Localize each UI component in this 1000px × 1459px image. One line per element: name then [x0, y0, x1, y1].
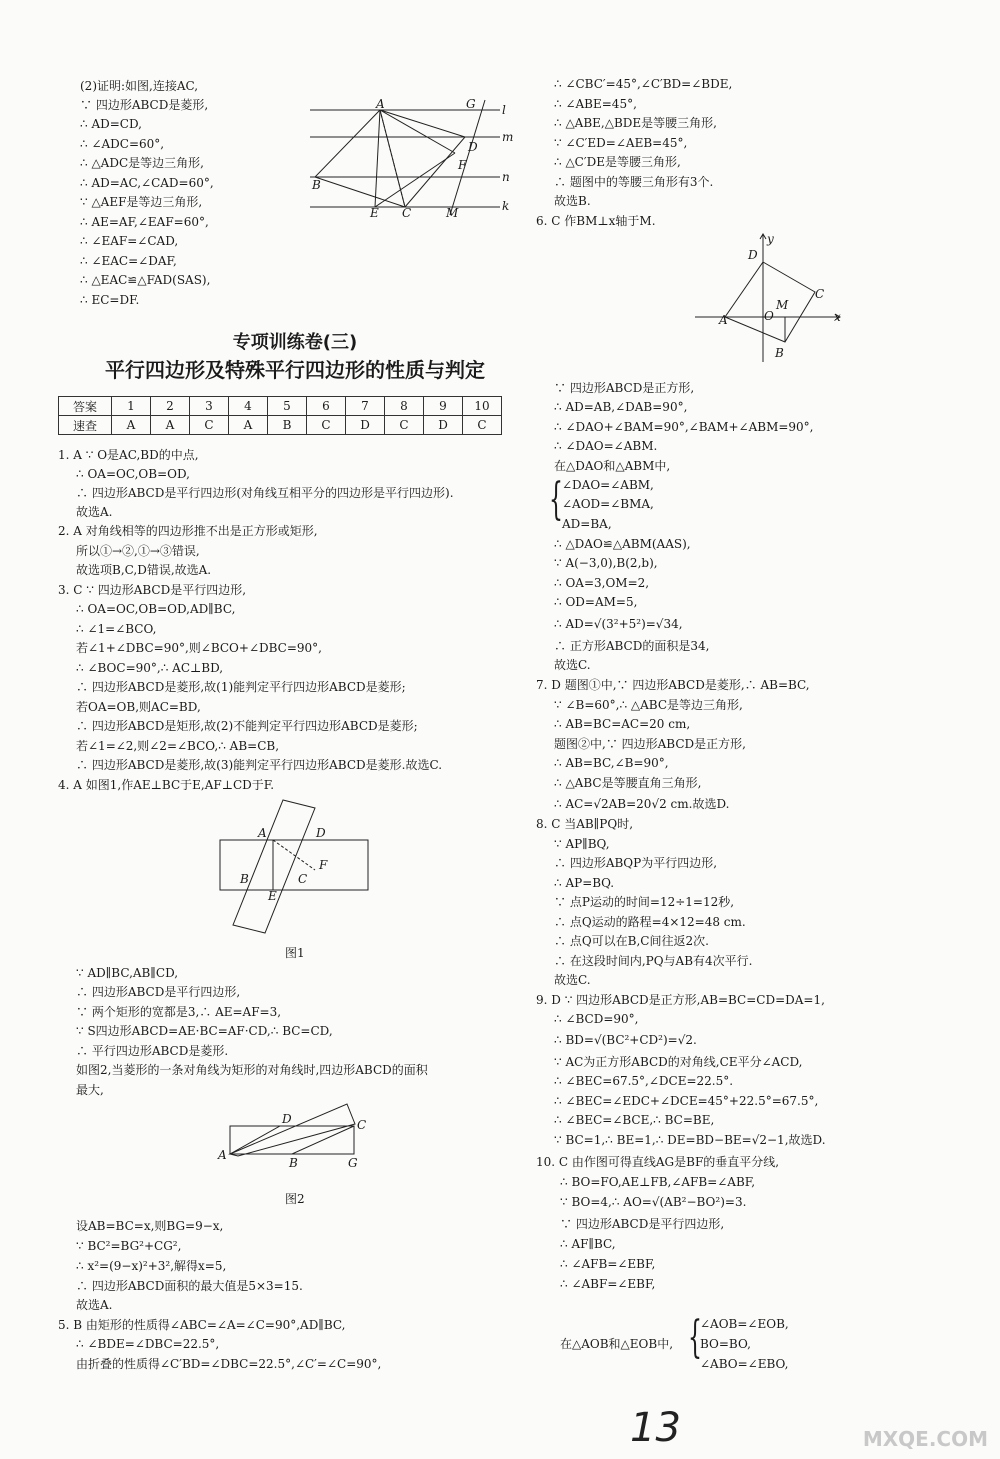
- solution-line: ∵ S四边形ABCD=AE·BC=AF·CD,∴ BC=CD,: [76, 1024, 333, 1038]
- section-title: 专项训练卷(三): [232, 332, 358, 353]
- proof-line: ∵ 四边形ABCD是菱形,: [80, 98, 209, 112]
- table-cell: C: [385, 416, 424, 435]
- solution-line: ∵ BC=1,∴ BE=1,∴ DE=BD−BE=√2−1,故选D.: [554, 1133, 826, 1147]
- proof-line: ∴ ∠EAC=∠DAF,: [80, 254, 177, 268]
- solution-line: 7. D 题图①中,∵ 四边形ABCD是菱形,∴ AB=BC,: [536, 678, 810, 692]
- point-label: A: [719, 313, 728, 327]
- solution-line: ∴ OD=AM=5,: [554, 595, 638, 609]
- solution-line: ∴ OA=OC,OB=OD,AD∥BC,: [76, 602, 236, 616]
- solution-line: ∴ 四边形ABCD是平行四边形(对角线互相平分的四边形是平行四边形).: [76, 486, 454, 500]
- figure-1: [215, 798, 375, 938]
- solution-line: ∵ AC为正方形ABCD的对角线,CE平分∠ACD,: [554, 1055, 803, 1069]
- point-label: A: [218, 1148, 227, 1162]
- solution-line: ∴ ∠ABE=45°,: [554, 97, 637, 111]
- solution-line: ∴ ∠BEC=67.5°,∠DCE=22.5°.: [554, 1074, 734, 1088]
- solution-line: ∵ AP∥BQ,: [554, 837, 610, 851]
- solution-line: ∴ ∠1=∠BCO,: [76, 622, 157, 636]
- brace: {: [549, 474, 563, 525]
- table-cell: 9: [424, 397, 463, 416]
- line-label: l: [502, 103, 506, 117]
- table-cell: A: [229, 416, 268, 435]
- figure-caption: 图2: [285, 1192, 305, 1206]
- solution-line: ∵ A(−3,0),B(2,b),: [554, 556, 658, 570]
- solution-line: ∴ ∠BOC=90°,∴ AC⊥BD,: [76, 661, 224, 675]
- solution-line: ∴ ∠DAO=∠ABM.: [554, 439, 658, 453]
- table-cell: D: [346, 416, 385, 435]
- proof-line: ∴ AE=AF,∠EAF=60°,: [80, 215, 209, 229]
- solution-line: ∴ 四边形ABCD是菱形,故(3)能判定平行四边形ABCD是菱形.故选C.: [76, 758, 443, 772]
- solution-line: ∵ 点P运动的时间=12÷1=12秒,: [554, 895, 735, 909]
- solution-line: 故选C.: [554, 973, 591, 987]
- point-label: D: [748, 248, 758, 262]
- point-label: E: [268, 889, 277, 903]
- solution-line: 8. C 当AB∥PQ时,: [536, 817, 634, 831]
- solution-line: 4. A 如图1,作AE⊥BC于E,AF⊥CD于F.: [58, 778, 275, 792]
- solution-line: ∠ABO=∠EBO,: [700, 1357, 789, 1371]
- solution-line: 1. A ∵ O是AC,BD的中点,: [58, 448, 199, 462]
- point-label: F: [458, 158, 467, 172]
- page-number: 13: [630, 1405, 681, 1451]
- solution-line: ∴ AC=√2AB=20√2 cm.故选D.: [554, 797, 730, 811]
- solution-line: ∴ 在这段时间内,PQ与AB有4次平行.: [554, 954, 753, 968]
- solution-line: 10. C 由作图可得直线AG是BF的垂直平分线,: [536, 1155, 780, 1169]
- solution-line: 若∠1+∠DBC=90°,则∠BCO+∠DBC=90°,: [76, 641, 322, 655]
- table-cell: 6: [307, 397, 346, 416]
- point-label: C: [815, 287, 825, 301]
- axis-label: y: [767, 232, 774, 246]
- solution-line: ∠AOD=∠BMA,: [562, 497, 654, 511]
- solution-line: ∴ x²=(9−x)²+3²,解得x=5,: [76, 1259, 227, 1273]
- proof-line: ∴ AD=AC,∠CAD=60°,: [80, 176, 214, 190]
- solution-line: ∴ 点Q运动的路程=4×12=48 cm.: [554, 915, 746, 929]
- point-label: M: [446, 206, 459, 220]
- solution-line: ∴ 四边形ABCD是菱形,故(1)能判定平行四边形ABCD是菱形;: [76, 680, 406, 694]
- solution-line: 6. C 作BM⊥x轴于M.: [536, 214, 656, 228]
- solution-line: 若∠1=∠2,则∠2=∠BCO,∴ AB=CB,: [76, 739, 280, 753]
- solution-line: ∴ ∠BEC=∠EDC+∠DCE=45°+22.5°=67.5°,: [554, 1094, 819, 1108]
- solution-line: 故选B.: [554, 194, 591, 208]
- solution-line: ∵ 四边形ABCD是正方形,: [554, 381, 695, 395]
- solution-line: 题图②中,∵ 四边形ABCD是正方形,: [554, 737, 746, 751]
- solution-line: ∴ BO=FO,AE⊥FB,∠AFB=∠ABF,: [560, 1175, 756, 1189]
- table-cell: B: [268, 416, 307, 435]
- solution-line: ∵ 两个矩形的宽都是3,∴ AE=AF=3,: [76, 1005, 282, 1019]
- figure-caption: 图1: [285, 946, 305, 960]
- solution-line: ∴ ∠ABF=∠EBF,: [560, 1277, 656, 1291]
- solution-line: ∴ AD=√(3²+5²)=√34,: [554, 617, 683, 631]
- solution-line: ∴ AB=BC=AC=20 cm,: [554, 717, 691, 731]
- solution-line: ∴ 平行四边形ABCD是菱形.: [76, 1044, 229, 1058]
- solution-line: ∴ ∠DAO+∠BAM=90°,∠BAM+∠ABM=90°,: [554, 420, 814, 434]
- solution-line: ∴ ∠CBC′=45°,∠C′BD=∠BDE,: [554, 77, 733, 91]
- solution-line: 如图2,当菱形的一条对角线为矩形的对角线时,四边形ABCD的面积: [76, 1063, 428, 1077]
- solution-line: ∴ 四边形ABQP为平行四边形,: [554, 856, 718, 870]
- solution-line: ∴ △ABE,△BDE是等腰三角形,: [554, 116, 717, 130]
- solution-line: 故选A.: [76, 505, 113, 519]
- point-label: M: [776, 298, 789, 312]
- solution-line: 9. D ∵ 四边形ABCD是正方形,AB=BC=CD=DA=1,: [536, 993, 825, 1007]
- figure-2: [225, 1100, 365, 1160]
- solution-line: 5. B 由矩形的性质得∠ABC=∠A=∠C=90°,AD∥BC,: [58, 1318, 346, 1332]
- table-cell: 3: [190, 397, 229, 416]
- proof-line: ∴ ∠EAF=∠CAD,: [80, 234, 179, 248]
- solution-line: 在△DAO和△ABM中,: [554, 459, 671, 473]
- proof-line: ∴ △ADC是等边三角形,: [80, 156, 204, 170]
- point-label: D: [316, 826, 326, 840]
- solution-line: ∠DAO=∠ABM,: [562, 478, 654, 492]
- solution-line: 由折叠的性质得∠C′BD=∠DBC=22.5°,∠C′=∠C=90°,: [76, 1357, 382, 1371]
- table-cell: 10: [463, 397, 502, 416]
- solution-line: 故选项B,C,D错误,故选A.: [76, 563, 212, 577]
- proof-line: (2)证明:如图,连接AC,: [80, 79, 199, 93]
- point-label: A: [376, 97, 385, 111]
- proof-line: ∴ ∠ADC=60°,: [80, 137, 165, 151]
- solution-line: 在△AOB和△EOB中,: [560, 1337, 674, 1351]
- line-label: n: [502, 170, 510, 184]
- solution-line: 故选C.: [554, 658, 591, 672]
- solution-line: ∴ 点Q可以在B,C间往返2次.: [554, 934, 709, 948]
- solution-line: 若OA=OB,则AC=BD,: [76, 700, 201, 714]
- brace: {: [688, 1312, 702, 1363]
- point-label: E: [370, 206, 379, 220]
- solution-line: ∴ AB=BC,∠B=90°,: [554, 756, 669, 770]
- solution-line: 设AB=BC=x,则BG=9−x,: [76, 1219, 224, 1233]
- solution-line: ∴ ∠BEC=∠BCE,∴ BC=BE,: [554, 1113, 715, 1127]
- solution-line: ∴ OA=3,OM=2,: [554, 576, 650, 590]
- table-cell: A: [151, 416, 190, 435]
- solution-line: ∠AOB=∠EOB,: [700, 1317, 789, 1331]
- proof-line: ∴ AD=CD,: [80, 117, 142, 131]
- solution-line: ∴ △ABC是等腰直角三角形,: [554, 776, 702, 790]
- table-head: 答案: [59, 397, 112, 416]
- solution-line: ∴ 四边形ABCD是平行四边形,: [76, 985, 241, 999]
- point-label: O: [764, 309, 774, 323]
- table-cell: A: [112, 416, 151, 435]
- table-cell: C: [463, 416, 502, 435]
- table-cell: D: [424, 416, 463, 435]
- solution-line: ∴ △DAO≌△ABM(AAS),: [554, 537, 691, 551]
- point-label: G: [466, 97, 476, 111]
- solution-line: ∴ BD=√(BC²+CD²)=√2.: [554, 1033, 697, 1047]
- point-label: B: [312, 178, 321, 192]
- solution-line: BO=BO,: [700, 1337, 751, 1351]
- solution-line: ∴ AP=BQ.: [554, 876, 615, 890]
- proof-line: ∵ △AEF是等边三角形,: [80, 195, 203, 209]
- solution-line: ∴ 四边形ABCD面积的最大值是5×3=15.: [76, 1279, 303, 1293]
- line-label: k: [502, 199, 510, 213]
- solution-line: 所以①→②,①→③错误,: [76, 544, 200, 558]
- watermark: MXQE.COM: [862, 1427, 988, 1451]
- point-label: D: [282, 1112, 292, 1126]
- solution-line: ∴ AF∥BC,: [560, 1237, 616, 1251]
- table-cell: 8: [385, 397, 424, 416]
- solution-line: ∴ 题图中的等腰三角形有3个.: [554, 175, 714, 189]
- point-label: G: [348, 1156, 358, 1170]
- solution-line: ∴ ∠BDE=∠DBC=22.5°,: [76, 1337, 220, 1351]
- solution-line: 故选A.: [76, 1298, 113, 1312]
- table-cell: 2: [151, 397, 190, 416]
- solution-line: ∴ OA=OC,OB=OD,: [76, 467, 190, 481]
- table-cell: 5: [268, 397, 307, 416]
- solution-line: ∴ 正方形ABCD的面积是34,: [554, 639, 710, 653]
- axis-label: x: [834, 310, 841, 324]
- answer-table: [58, 396, 502, 435]
- solution-line: ∵ ∠B=60°,∴ △ABC是等边三角形,: [554, 698, 743, 712]
- point-label: B: [775, 346, 784, 360]
- solution-line: ∴ 四边形ABCD是矩形,故(2)不能判定平行四边形ABCD是菱形;: [76, 719, 418, 733]
- solution-line: ∴ AD=AB,∠DAB=90°,: [554, 400, 688, 414]
- line-label: m: [502, 130, 514, 144]
- solution-line: 最大,: [76, 1083, 104, 1097]
- solution-line: 3. C ∵ 四边形ABCD是平行四边形,: [58, 583, 247, 597]
- solution-line: ∵ BC²=BG²+CG²,: [76, 1239, 182, 1253]
- solution-line: ∴ △C′DE是等腰三角形,: [554, 155, 681, 169]
- point-label: C: [298, 872, 308, 886]
- solution-line: ∴ ∠AFB=∠EBF,: [560, 1257, 656, 1271]
- point-label: D: [468, 140, 478, 154]
- proof-line: ∴ △EAC≌△FAD(SAS),: [80, 273, 211, 287]
- point-label: B: [289, 1156, 298, 1170]
- proof-line: ∴ EC=DF.: [80, 293, 140, 307]
- point-label: B: [240, 872, 249, 886]
- table-head: 速查: [59, 416, 112, 435]
- point-label: A: [258, 826, 267, 840]
- point-label: C: [402, 206, 412, 220]
- point-label: C: [357, 1118, 367, 1132]
- solution-line: ∵ BO=4,∴ AO=√(AB²−BO²)=3.: [560, 1195, 747, 1209]
- solution-line: ∵ AD∥BC,AB∥CD,: [76, 966, 179, 980]
- section-subtitle: 平行四边形及特殊平行四边形的性质与判定: [105, 358, 485, 382]
- table-cell: 4: [229, 397, 268, 416]
- table-cell: C: [190, 416, 229, 435]
- solution-line: ∴ ∠BCD=90°,: [554, 1012, 639, 1026]
- table-cell: 7: [346, 397, 385, 416]
- table-cell: C: [307, 416, 346, 435]
- solution-line: ∵ 四边形ABCD是平行四边形,: [560, 1217, 725, 1231]
- table-cell: 1: [112, 397, 151, 416]
- solution-line: ∵ ∠C′ED=∠AEB=45°,: [554, 136, 688, 150]
- solution-line: AD=BA,: [562, 517, 612, 531]
- solution-line: 2. A 对角线相等的四边形推不出是正方形或矩形,: [58, 524, 318, 538]
- point-label: F: [319, 858, 328, 872]
